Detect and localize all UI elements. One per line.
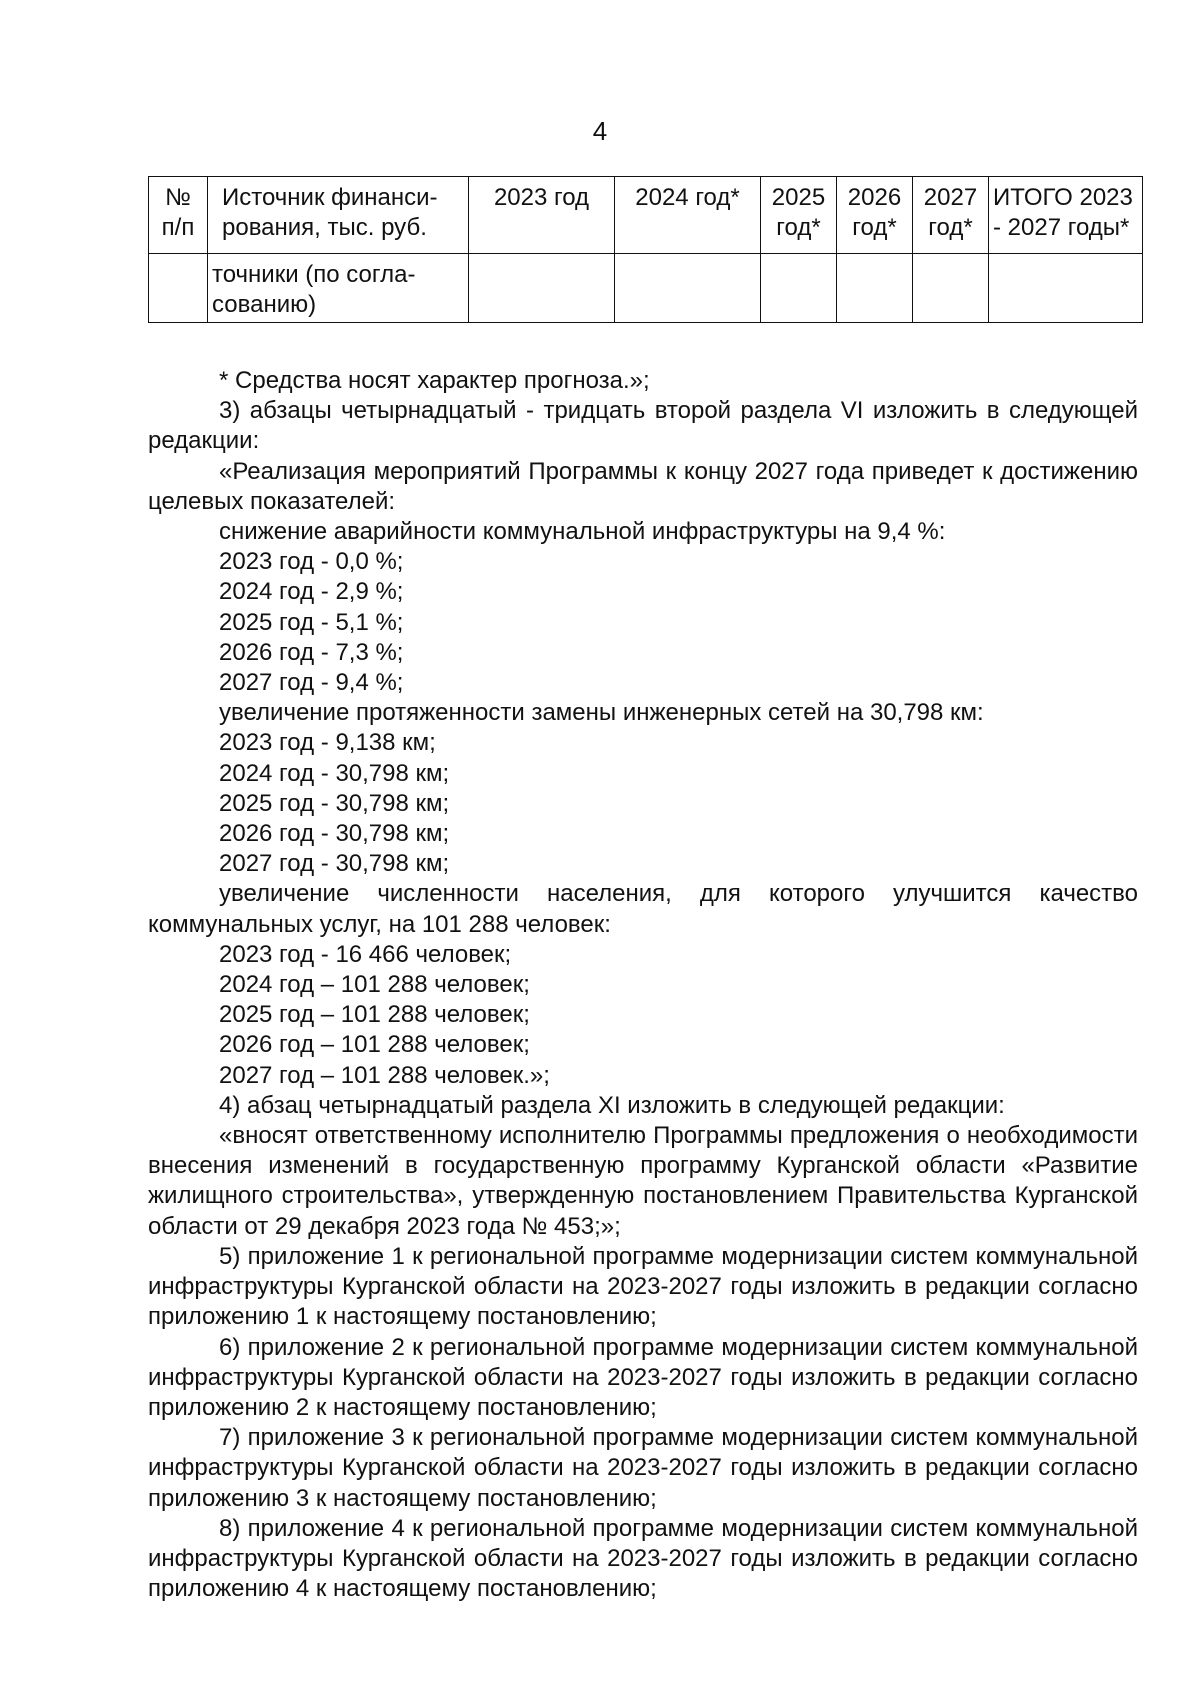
network-length-title: увеличение протяженности замены инженерных сетей на 30,798 км: [219, 699, 984, 727]
paragraph-6: 6) приложение 2 к региональной программе модернизации систем коммунальной инфраструктуры Курганской области на 2023-2027 годы изложить в редакции согласно приложению 2 к настоящему постановлению; [148, 1333, 1138, 1421]
population-title: увеличение численности населения, для которого улучшится качество коммунальных услуг, на 101 288 человек: [148, 880, 1138, 938]
col-header-2026: 2026 год* [837, 177, 913, 254]
network-year-item: 2024 год - 30,798 км; [219, 759, 450, 787]
col-header-number: № п/п [149, 177, 208, 254]
cell-number [149, 254, 208, 323]
paragraph-5: 5) приложение 1 к региональной программе модернизации систем коммунальной инфраструктуры Курганской области на 2023-2027 годы изложить в редакции согласно приложению 1 к настоящему постановлению; [148, 1242, 1138, 1331]
network-year-item: 2027 год - 30,798 км; [219, 850, 450, 878]
cell-2023 [469, 254, 615, 323]
paragraph-3-quote: «Реализация мероприятий Программы к концу 2027 года приведет к достижению целевых показателей: [148, 457, 1138, 515]
accident-year-item: 2024 год - 2,9 %; [219, 578, 404, 606]
population-year-item: 2026 год – 101 288 человек; [219, 1031, 530, 1059]
cell-2027 [913, 254, 989, 323]
financing-table [148, 176, 1143, 323]
cell-2026 [837, 254, 913, 323]
forecast-note: * Средства носят характер прогноза.»; [219, 367, 650, 394]
cell-total [989, 254, 1143, 323]
document-body [148, 366, 1138, 1604]
accident-year-item: 2027 год - 9,4 %; [219, 669, 404, 697]
col-header-source-label: Источник финанси-рования, тыс. руб. [222, 184, 438, 241]
cell-source: точники (по согла-сованию) [208, 254, 469, 323]
table-header-row [149, 177, 1143, 254]
network-year-item: 2025 год - 30,798 км; [219, 789, 450, 817]
accident-year-item: 2023 год - 0,0 %; [219, 548, 404, 576]
cell-2025 [761, 254, 837, 323]
table-row [149, 254, 1143, 323]
network-year-item: 2026 год - 30,798 км; [219, 820, 450, 848]
col-header-2025: 2025 год* [761, 177, 837, 254]
col-header-total: ИТОГО 2023 - 2027 годы* [989, 177, 1143, 254]
population-year-item: 2025 год – 101 288 человек; [219, 1001, 530, 1029]
population-year-item: 2023 год - 16 466 человек; [219, 940, 512, 968]
page-number: 4 [592, 116, 608, 146]
population-year-item: 2024 год – 101 288 человек; [219, 971, 530, 999]
paragraph-7: 7) приложение 3 к региональной программе модернизации систем коммунальной инфраструктуры Курганской области на 2023-2027 годы изложить в редакции согласно приложению 3 к настоящему постановлению; [148, 1424, 1138, 1512]
paragraph-8: 8) приложение 4 к региональной программе модернизации систем коммунальной инфраструктуры Курганской области на 2023-2027 годы изложить в редакции согласно приложению 4 к настоящему постановлению; [148, 1514, 1138, 1603]
col-header-2024: 2024 год* [615, 177, 761, 254]
paragraph-3: 3) абзацы четырнадцатый - тридцать второй раздела VI изложить в следующей редакции: [148, 397, 1138, 455]
cell-2024 [615, 254, 761, 323]
col-header-source [208, 177, 469, 254]
paragraph-4-quote: «вносят ответственному исполнителю Программы предложения о необходимости внесения изменений в государственную программу Курганской области «Развитие жилищного строительства», утвержденную постановлением Правительства Курганской области от 29 декабря 2023 года № 453;»; [148, 1122, 1138, 1240]
accident-reduction-title: снижение аварийности коммунальной инфраструктуры на 9,4 %: [219, 518, 946, 546]
network-year-item: 2023 год - 9,138 км; [219, 729, 436, 757]
accident-year-item: 2026 год - 7,3 %; [219, 638, 404, 666]
col-header-2023: 2023 год [469, 177, 615, 254]
col-header-2027: 2027 год* [913, 177, 989, 254]
paragraph-4: 4) абзац четырнадцатый раздела XI изложить в следующей редакции: [219, 1091, 1005, 1119]
accident-year-item: 2025 год - 5,1 %; [219, 608, 404, 636]
population-year-item: 2027 год – 101 288 человек.»; [219, 1061, 550, 1089]
